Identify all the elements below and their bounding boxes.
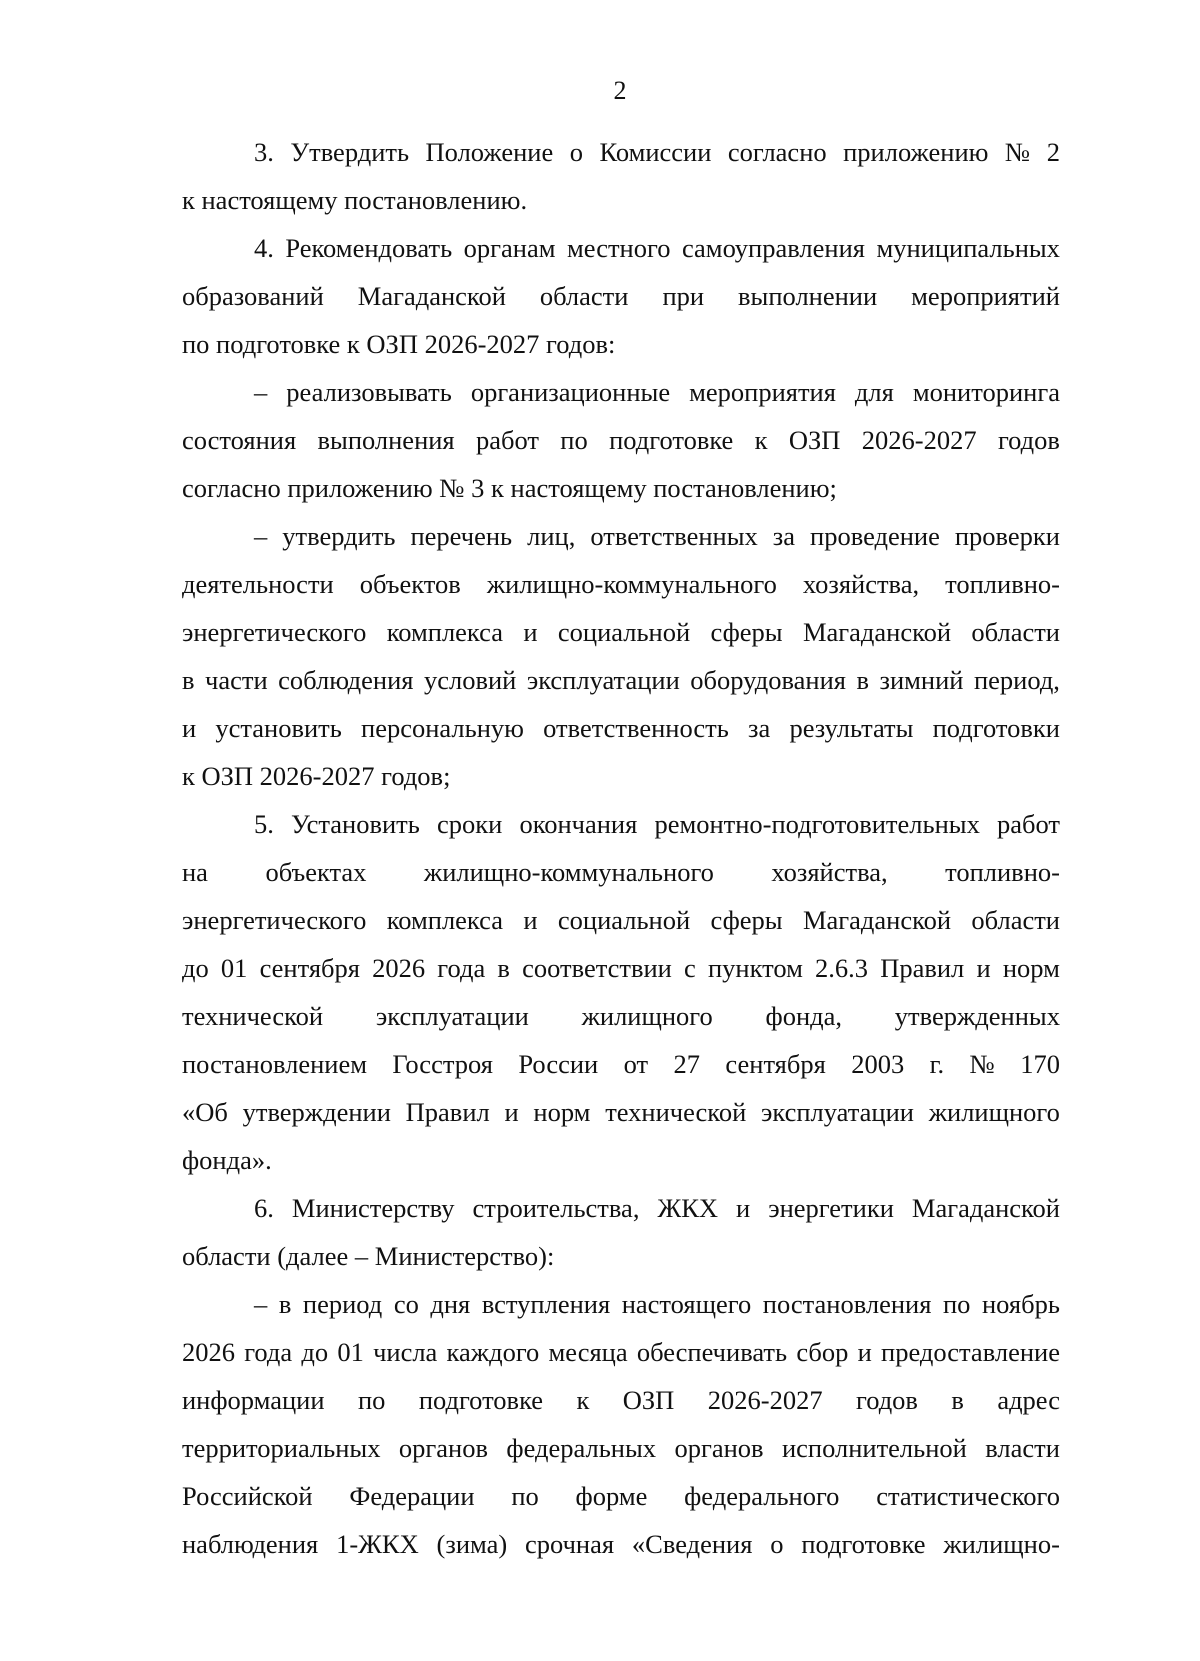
- word: о: [569, 137, 583, 167]
- word: Утвердить: [290, 137, 410, 167]
- word: местного: [567, 233, 671, 263]
- bullet-2-line-6: к ОЗП 2026-2027 годов;: [182, 761, 451, 791]
- word: эксплуатации: [526, 665, 680, 695]
- word: период,: [973, 665, 1060, 695]
- bullet-1-line-2: [182, 416, 1060, 464]
- word: территориальных: [182, 1433, 381, 1463]
- word: 3.: [254, 137, 274, 167]
- word: ноябрь: [981, 1289, 1060, 1319]
- word: постановления: [762, 1289, 932, 1319]
- word: предоставление: [881, 1337, 1060, 1367]
- word: перечень: [410, 521, 513, 551]
- paragraph-3-line-2: к настоящему постановлению.: [182, 185, 528, 215]
- page-number: 2: [613, 76, 627, 105]
- word: топливно-: [945, 569, 1060, 599]
- word: период: [302, 1289, 383, 1319]
- word: года: [244, 1337, 293, 1367]
- word: 2026: [182, 1337, 235, 1367]
- word: организационные: [470, 377, 671, 407]
- word: –: [254, 521, 268, 551]
- paragraph-5-line-7: [182, 1088, 1060, 1136]
- word: федерального: [684, 1481, 840, 1511]
- word: по: [511, 1481, 539, 1511]
- word: Федерации: [349, 1481, 475, 1511]
- word: топливно-: [945, 857, 1060, 887]
- word: энергетики: [768, 1193, 894, 1223]
- word: Комиссии: [599, 137, 712, 167]
- word: 2003: [851, 1049, 905, 1079]
- word: норм: [1002, 953, 1060, 983]
- word: каждого: [446, 1337, 540, 1367]
- word: выполнении: [738, 281, 878, 311]
- word: комплекса: [386, 905, 503, 935]
- word: 01: [337, 1337, 364, 1367]
- word: состояния: [182, 425, 297, 455]
- word: в: [278, 1289, 292, 1319]
- word: работ: [475, 425, 539, 455]
- word: сферы: [710, 905, 783, 935]
- word: сроки: [436, 809, 503, 839]
- word: ЖКХ: [657, 1193, 719, 1223]
- word: в: [856, 665, 869, 695]
- word: и: [504, 1097, 519, 1127]
- word: –: [254, 1289, 268, 1319]
- word: для: [854, 377, 894, 407]
- word: в: [497, 953, 510, 983]
- word: за: [748, 713, 771, 743]
- word: окончания: [519, 809, 638, 839]
- paragraph-6-line-1: [182, 1184, 1060, 1232]
- word: сентября: [725, 1049, 826, 1079]
- word: исполнительной: [781, 1433, 967, 1463]
- word: утверждении: [242, 1097, 391, 1127]
- bullet-2-line-2: [182, 560, 1060, 608]
- word: сферы: [710, 617, 783, 647]
- bullet-1-line-1: [182, 368, 1060, 416]
- word: 2.6.3: [815, 953, 869, 983]
- word: сбор: [796, 1337, 849, 1367]
- word: энергетического: [182, 905, 367, 935]
- word: жилищного: [928, 1097, 1060, 1127]
- word: и: [523, 905, 538, 935]
- word: (зима): [436, 1529, 508, 1559]
- word: Российской: [182, 1481, 313, 1511]
- word: строительства,: [472, 1193, 640, 1223]
- bullet-3-line-4: [182, 1424, 1060, 1472]
- word: в: [951, 1385, 964, 1415]
- word: года: [437, 953, 486, 983]
- word: условий: [423, 665, 517, 695]
- word: объектов: [359, 569, 461, 599]
- word: №: [969, 1049, 995, 1079]
- word: комплекса: [386, 617, 503, 647]
- word: обеспечивать: [636, 1337, 788, 1367]
- word: наблюдения: [182, 1529, 319, 1559]
- word: 27: [673, 1049, 701, 1079]
- word: технической: [605, 1097, 747, 1127]
- word: числа: [373, 1337, 438, 1367]
- word: ответственность: [543, 713, 729, 743]
- word: с: [684, 953, 696, 983]
- document-body: [182, 128, 1060, 1568]
- paragraph-4-line-2: [182, 272, 1060, 320]
- word: фонда,: [765, 1001, 843, 1031]
- paragraph-5-line-3: [182, 896, 1060, 944]
- word: жилищного: [581, 1001, 713, 1031]
- word: г.: [929, 1049, 945, 1079]
- word: лиц,: [527, 521, 576, 551]
- word: 5.: [254, 809, 274, 839]
- word: области: [971, 617, 1060, 647]
- paragraph-5-line-8: фонда».: [182, 1145, 272, 1175]
- word: сентября: [259, 953, 360, 983]
- word: эксплуатации: [375, 1001, 529, 1031]
- paragraph-5-line-4: [182, 944, 1060, 992]
- word: части: [205, 665, 268, 695]
- bullet-3-line-1: [182, 1280, 1060, 1328]
- word: норм: [533, 1097, 591, 1127]
- word: результаты: [789, 713, 914, 743]
- word: на: [182, 857, 208, 887]
- word: власти: [985, 1433, 1060, 1463]
- word: ответственных: [590, 521, 758, 551]
- word: 01: [220, 953, 248, 983]
- bullet-3-line-6: [182, 1520, 1060, 1568]
- word: пунктом: [707, 953, 803, 983]
- word: по: [942, 1289, 971, 1319]
- paragraph-4-line-3: по подготовке к ОЗП 2026-2027 годов:: [182, 329, 616, 359]
- word: муниципальных: [876, 233, 1060, 263]
- word: проведение: [810, 521, 940, 551]
- word: приложению: [843, 137, 989, 167]
- word: форме: [575, 1481, 648, 1511]
- word: работ: [996, 809, 1060, 839]
- word: и: [736, 1193, 751, 1223]
- word: Госстроя: [392, 1049, 493, 1079]
- word: 2026-2027: [707, 1385, 823, 1415]
- word: согласно: [727, 137, 827, 167]
- bullet-3-line-2: [182, 1328, 1060, 1376]
- word: до: [301, 1337, 329, 1367]
- word: Магаданской: [911, 1193, 1060, 1223]
- paragraph-5-line-5: [182, 992, 1060, 1040]
- bullet-2-line-5: [182, 704, 1060, 752]
- word: хозяйства,: [802, 569, 920, 599]
- word: срочная: [525, 1529, 615, 1559]
- word: технической: [182, 1001, 324, 1031]
- word: жилищно-коммунального: [423, 857, 714, 887]
- word: Правил: [405, 1097, 490, 1127]
- bullet-2-line-4: [182, 656, 1060, 704]
- word: социальной: [557, 617, 691, 647]
- word: оборудования: [690, 665, 846, 695]
- word: адрес: [997, 1385, 1060, 1415]
- word: ОЗП: [622, 1385, 675, 1415]
- word: образований: [182, 281, 324, 311]
- word: в: [182, 665, 195, 695]
- paragraph-5-line-6: [182, 1040, 1060, 1088]
- word: утвердить: [282, 521, 396, 551]
- word: утвержденных: [894, 1001, 1060, 1031]
- word: и: [182, 713, 197, 743]
- word: 2: [1046, 137, 1060, 167]
- word: «Сведения: [631, 1529, 753, 1559]
- word: подготовке: [418, 1385, 544, 1415]
- word: со: [393, 1289, 419, 1319]
- word: области: [539, 281, 629, 311]
- word: Правил: [880, 953, 965, 983]
- word: информации: [182, 1385, 325, 1415]
- word: жилищно-коммунального: [486, 569, 777, 599]
- word: №: [1004, 137, 1031, 167]
- word: Магаданской: [802, 905, 952, 935]
- word: подготовке: [609, 425, 734, 455]
- word: «Об: [182, 1097, 228, 1127]
- word: 4.: [254, 233, 274, 263]
- bullet-2-line-3: [182, 608, 1060, 656]
- word: 170: [1020, 1049, 1060, 1079]
- word: о: [770, 1529, 784, 1559]
- word: Министерству: [291, 1193, 455, 1223]
- word: области: [971, 905, 1060, 935]
- word: 2026: [372, 953, 426, 983]
- word: до: [182, 953, 209, 983]
- word: органов: [398, 1433, 488, 1463]
- word: по: [357, 1385, 386, 1415]
- word: месяца: [548, 1337, 628, 1367]
- word: настоящего: [621, 1289, 752, 1319]
- word: 6.: [254, 1193, 274, 1223]
- bullet-3-line-3: [182, 1376, 1060, 1424]
- word: и: [976, 953, 991, 983]
- word: при: [662, 281, 705, 311]
- word: эксплуатации: [761, 1097, 914, 1127]
- word: зимний: [879, 665, 964, 695]
- word: жилищно-: [943, 1529, 1060, 1559]
- word: и: [523, 617, 538, 647]
- word: подготовке: [801, 1529, 926, 1559]
- word: хозяйства,: [771, 857, 888, 887]
- word: самоуправления: [681, 233, 865, 263]
- word: 2026-2027: [861, 425, 977, 455]
- word: мониторинга: [912, 377, 1060, 407]
- bullet-1-line-3: согласно приложению № 3 к настоящему постановлению;: [182, 473, 837, 503]
- word: от: [623, 1049, 649, 1079]
- paragraph-4-line-1: [182, 224, 1060, 272]
- word: соответствии: [522, 953, 672, 983]
- word: статистического: [876, 1481, 1060, 1511]
- word: Положение: [425, 137, 554, 167]
- word: годов: [856, 1385, 918, 1415]
- word: постановлением: [182, 1049, 367, 1079]
- word: персональную: [361, 713, 524, 743]
- word: за: [772, 521, 796, 551]
- word: объектах: [265, 857, 367, 887]
- word: Установить: [291, 809, 420, 839]
- word: установить: [215, 713, 342, 743]
- word: 1-ЖКХ: [336, 1529, 419, 1559]
- word: подготовки: [932, 713, 1060, 743]
- word: ремонтно-подготовительных: [654, 809, 980, 839]
- word: органам: [463, 233, 556, 263]
- word: годов: [997, 425, 1060, 455]
- word: России: [518, 1049, 599, 1079]
- bullet-3-line-5: [182, 1472, 1060, 1520]
- paragraph-5-line-2: [182, 848, 1060, 896]
- word: дня: [430, 1289, 471, 1319]
- word: и: [857, 1337, 872, 1367]
- word: энергетического: [182, 617, 367, 647]
- word: деятельности: [182, 569, 334, 599]
- word: федеральных: [506, 1433, 657, 1463]
- paragraph-6-line-2: области (далее – Министерство):: [182, 1241, 555, 1271]
- word: по: [560, 425, 588, 455]
- paragraph-3-line-1: [182, 128, 1060, 176]
- word: проверки: [954, 521, 1060, 551]
- word: органов: [674, 1433, 764, 1463]
- word: реализовывать: [286, 377, 452, 407]
- word: Магаданской: [357, 281, 506, 311]
- word: ОЗП: [788, 425, 841, 455]
- word: Магаданской: [802, 617, 952, 647]
- word: соблюдения: [278, 665, 414, 695]
- word: социальной: [557, 905, 691, 935]
- word: –: [254, 377, 268, 407]
- word: мероприятий: [911, 281, 1060, 311]
- word: вступления: [481, 1289, 611, 1319]
- word: выполнения: [317, 425, 455, 455]
- word: Рекомендовать: [285, 233, 453, 263]
- word: к: [576, 1385, 590, 1415]
- bullet-2-line-1: [182, 512, 1060, 560]
- paragraph-5-line-1: [182, 800, 1060, 848]
- word: мероприятия: [689, 377, 836, 407]
- word: к: [754, 425, 768, 455]
